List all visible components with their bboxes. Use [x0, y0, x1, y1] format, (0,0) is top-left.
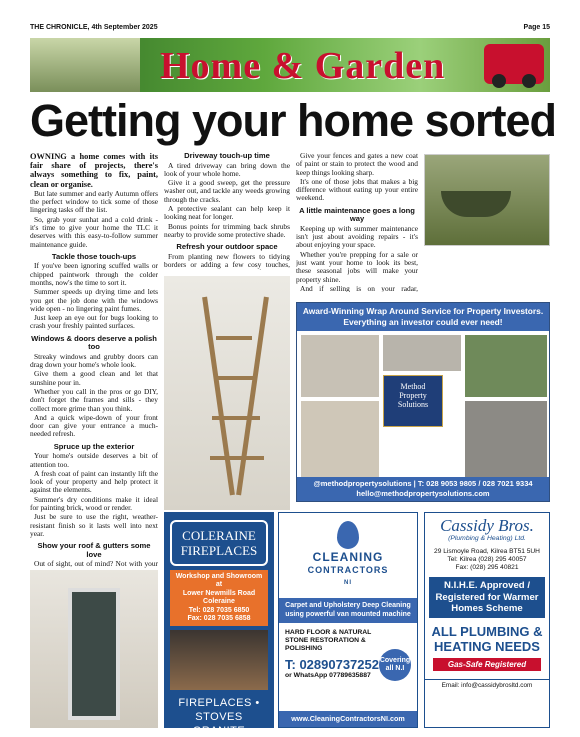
- ladder-photo: [164, 276, 290, 510]
- article-para: Keeping up with summer maintenance isn't just about avoiding repairs - it's about enjoying your space.: [296, 223, 418, 250]
- article-para: Give them a good clean and let that sunshine pour in.: [30, 369, 158, 387]
- door-shape: [68, 588, 120, 720]
- flower-pots-photo: [30, 38, 140, 92]
- contact-email: hello@methodpropertysolutions.com: [356, 489, 490, 498]
- subheading: Windows & doors deserve a polish too: [31, 333, 157, 352]
- article-column-1: [30, 152, 158, 568]
- cassidy-name: Cassidy Bros.: [440, 516, 534, 535]
- ladder-step: [212, 416, 260, 420]
- ladder-rail: [236, 297, 269, 496]
- address-line: Lower Newmills Road: [182, 589, 256, 597]
- article-para: A fresh coat of paint can instantly lift the look of your property and help protect it against the elements.: [30, 468, 158, 495]
- article-para: It's one of those jobs that makes a big difference without eating up your entire weekend.: [296, 176, 418, 203]
- cleaning-blurb: Carpet and Upholstery Deep Cleaning using powerful van mounted machine: [279, 598, 417, 623]
- article-column-3: [296, 152, 418, 292]
- tagline-line: FIREPLACES • STOVES: [178, 697, 260, 724]
- page-header: [30, 20, 550, 34]
- cassidy-email: Email: info@cassidybrosltd.com: [425, 679, 549, 689]
- article-para: From planting new flowers to tidying borders or adding a few cosy touches,: [164, 251, 290, 269]
- logo-text: Solutions: [397, 400, 429, 409]
- article-lead: OWNING a home comes with its fair share of projects, there's always something to fix, paint, clean or organise.: [30, 152, 158, 189]
- subheading: Show your roof & gutters some love: [37, 541, 151, 559]
- ladder-step: [210, 456, 264, 460]
- kitchen-photo: [301, 335, 379, 397]
- coleraine-fax: Fax: 028 7035 6858: [187, 615, 251, 623]
- article-headline: Getting your home sorted: [30, 95, 557, 146]
- covering-badge: Covering all N.I: [379, 649, 411, 681]
- article-para: Your home's outside deserves a bit of attention too.: [30, 451, 158, 469]
- logo-text: Property: [399, 391, 427, 400]
- water-drop-icon: [337, 521, 359, 549]
- utility-photo: [383, 335, 461, 371]
- article-para: If you've been ignoring scuffed walls or chipped paintwork through the colder months, now's the time to sort it.: [30, 261, 158, 287]
- article-para: Just keep an eye out for bugs looking to crash your freshly painted surfaces.: [30, 313, 158, 331]
- coleraine-tel: Tel: 028 7035 6850: [188, 606, 250, 614]
- interior-photo: [465, 401, 547, 477]
- logo-text: Method: [400, 382, 426, 391]
- all-plumbing: ALL PLUMBING & HEATING NEEDS: [431, 623, 543, 654]
- ad-method-property: [296, 302, 550, 502]
- ladder-rail: [202, 297, 235, 496]
- subheading: Refresh your outdoor space: [176, 242, 278, 252]
- cleaning-phone: T: 02890737252: [285, 657, 379, 672]
- cleaning-whatsapp: or WhatsApp 07789635887: [285, 672, 371, 679]
- address-line: Coleraine: [203, 598, 235, 606]
- name-line: CONTRACTORS: [307, 565, 389, 575]
- nihe-approved: N.I.H.E. Approved / Registered for Warmer Homes Scheme: [429, 577, 545, 618]
- gas-safe-badge: Gas-Safe Registered: [433, 658, 541, 671]
- ad-coleraine-fireplaces: [164, 512, 274, 737]
- contact-phone: @methodpropertysolutions | T: 028 9053 9805 / 028 7021 9334: [313, 479, 533, 488]
- bathroom-photo: [301, 401, 379, 477]
- coleraine-address: [170, 570, 268, 626]
- ad-cassidy-bros: [424, 512, 550, 728]
- name-line: CLEANING: [312, 550, 384, 564]
- ladder-step: [216, 336, 252, 340]
- article-para: So, grab your sunhat and a cold drink - it's time to give your home the TLC it deserves with this easy-to-follow summer maintenance guide.: [30, 214, 158, 249]
- cleaning-floors: HARD FLOOR & NATURAL STONE RESTORATION & POLISHING: [285, 629, 372, 652]
- article-column-2: [164, 152, 290, 270]
- section-banner: [30, 38, 550, 92]
- address-line: Workshop and Showroom at: [175, 573, 263, 589]
- cleaning-website: www.CleaningContractorsNI.com: [279, 711, 417, 727]
- article-para: A tired driveway can bring down the look of your whole home.: [164, 160, 290, 178]
- article-para: Out of sight, out of mind? Not with your: [34, 559, 158, 568]
- region-label: NI: [344, 580, 352, 586]
- subheading: Tackle those touch-ups: [51, 251, 137, 261]
- article-para: Give it a good sweep, get the pressure washer out, and tackle any weeds growing through the cracks.: [164, 178, 290, 204]
- article-para: Just be sure to use the right, weather-resistant finish so it lasts well into next year.: [30, 512, 158, 538]
- coleraine-tagline: [164, 696, 274, 737]
- page-number: Page 15: [523, 24, 550, 31]
- article-para: Bonus points for trimming back shrubs nearby to provide some protective shade.: [164, 221, 290, 239]
- article-para: Give your fences and gates a new coat of paint or stain to protect the wood and keep things looking sharp.: [296, 152, 418, 177]
- cassidy-address: [425, 548, 549, 571]
- article-para: Whether you call in the pros or go DIY, don't forget the frames and sills - they collect more grime than you think.: [30, 386, 158, 413]
- publication-date: THE CHRONICLE, 4th September 2025: [30, 24, 158, 31]
- coleraine-logo: COLERAINE FIREPLACES: [170, 520, 268, 566]
- cassidy-tel: Tel: Kilrea (028) 295 40057: [447, 555, 527, 563]
- fireplace-photo: [170, 630, 268, 690]
- garden-photo: [465, 335, 547, 397]
- address-line: 29 Lismoyle Road, Kilrea BT51 5UH: [434, 548, 540, 555]
- ad-headline: Award-Winning Wrap Around Service for Property Investors. Everything an investor could ever need!: [297, 303, 549, 331]
- subheading: Spruce up the exterior: [53, 441, 135, 451]
- subheading: A little maintenance goes a long way: [299, 205, 415, 224]
- article-para: Summer's dry conditions make it ideal for painting brick, wood or render.: [30, 494, 158, 513]
- article-para: And if selling is on your radar,: [300, 283, 418, 292]
- method-logo: [383, 375, 443, 427]
- article-para: Summer speeds up drying time and lets you get the job done with the windows wide open - no lingering paint fumes.: [30, 287, 158, 313]
- article-para: A protective sealant can help keep it looking neat for longer.: [164, 203, 290, 222]
- wheelbarrow-photo: [424, 154, 550, 246]
- ad-contact: [297, 477, 549, 501]
- article-para: Streaky windows and grubby doors can drag down your home's whole look.: [30, 351, 158, 370]
- cleaning-name: [279, 551, 417, 590]
- article-para: But late summer and early Autumn offers the perfect window to tick some of those lingering tasks off the list.: [30, 188, 158, 215]
- article-para: And a quick wipe-down of your front door can give your entrance a much-needed refresh.: [30, 412, 158, 439]
- cassidy-fax: Fax: (028) 295 40821: [455, 563, 519, 571]
- ad-cleaning-contractors: [278, 512, 418, 728]
- wheelbarrow-shape: [441, 191, 511, 217]
- section-title: Home & Garden: [160, 45, 446, 87]
- ladder-step: [214, 376, 256, 380]
- cassidy-sub: (Plumbing & Heating) Ltd.: [448, 535, 526, 542]
- door-photo: [30, 570, 158, 728]
- subheading: Driveway touch-up time: [184, 152, 270, 160]
- lawnmower-photo: [484, 44, 544, 84]
- tagline-line: GRANITE: [192, 725, 246, 737]
- article-para: Whether you're prepping for a sale or just want your home to look its best, these seasonal jobs will make your property shine.: [296, 249, 418, 284]
